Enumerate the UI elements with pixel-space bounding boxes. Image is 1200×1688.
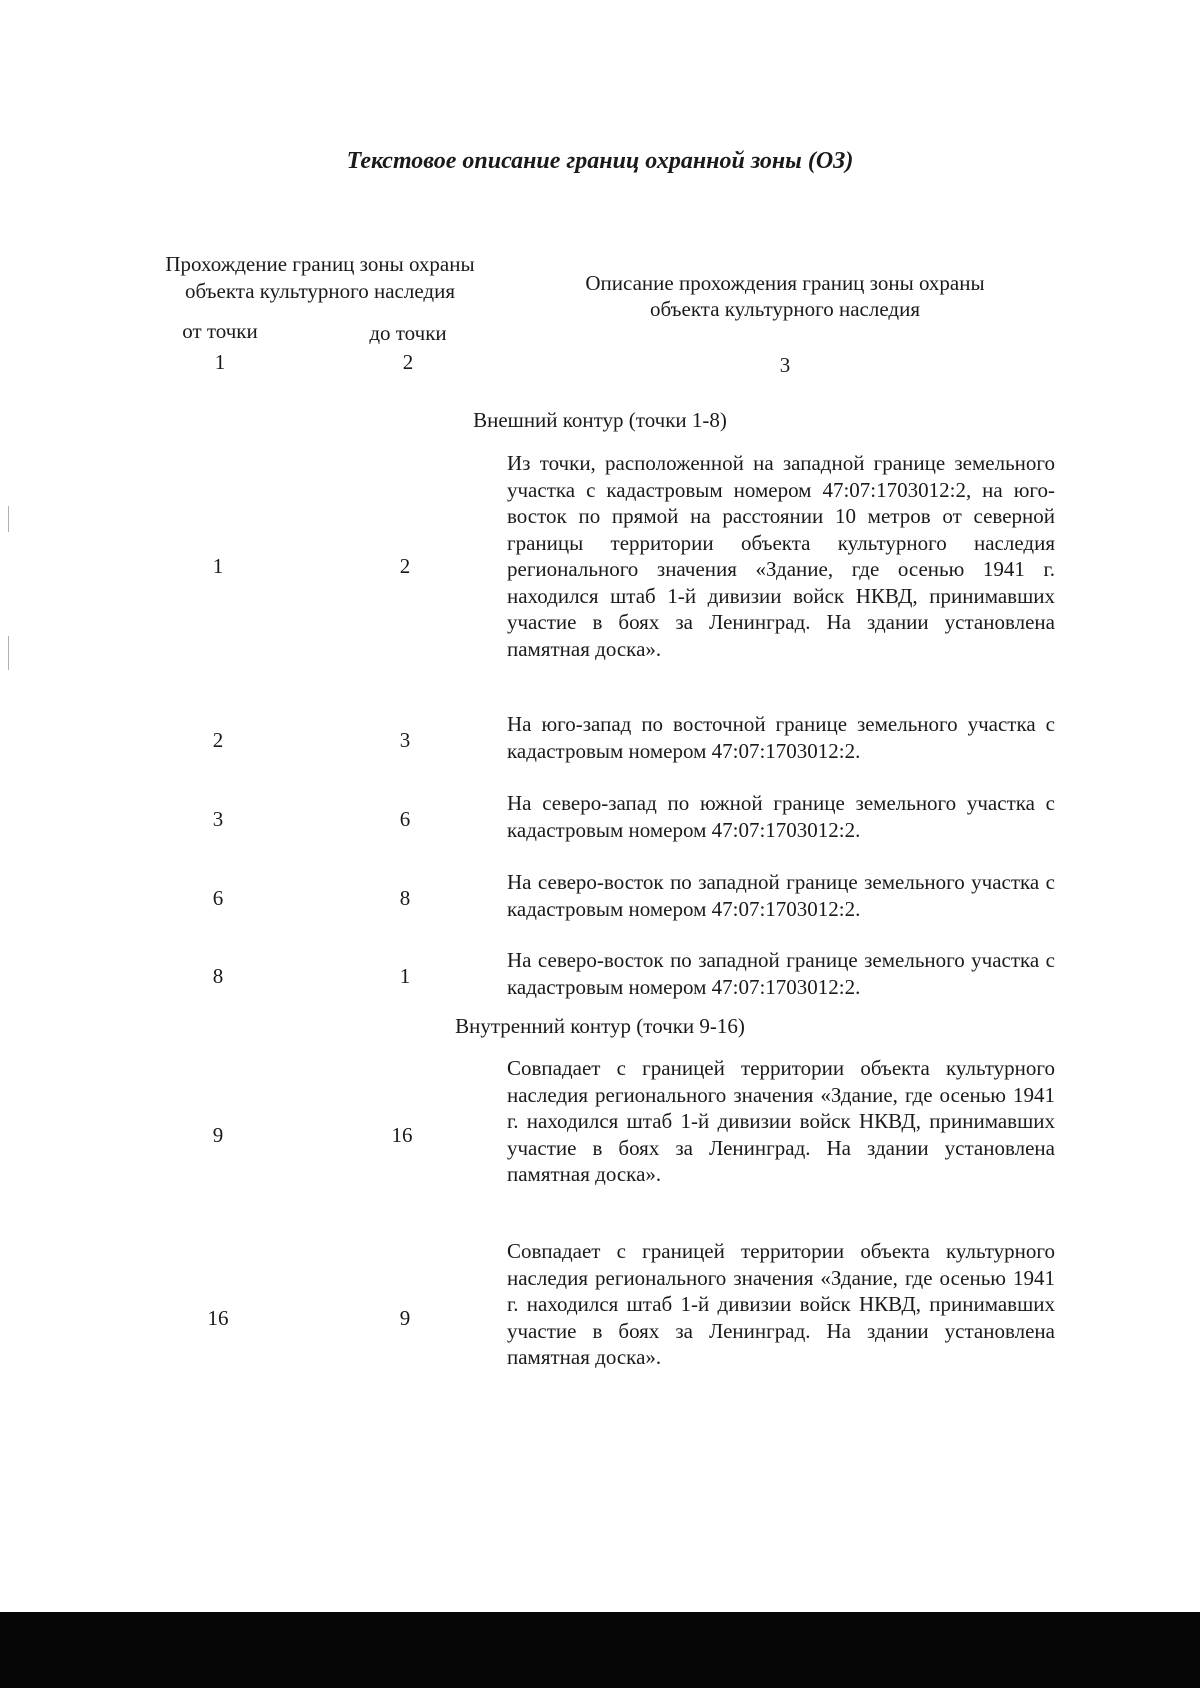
- page-title: Текстовое описание границ охранной зоны (ОЗ): [346, 148, 854, 174]
- row-to-point: 8: [399, 886, 411, 910]
- row-from-point: 2: [212, 728, 224, 752]
- scan-bottom-edge: [0, 1612, 1200, 1688]
- row-to-point: 6: [399, 807, 411, 831]
- row-to-point: 9: [399, 1306, 411, 1330]
- row-from-point: 3: [212, 807, 224, 831]
- header-description-line2: объекта культурного наследия: [650, 297, 920, 321]
- header-description-line1: Описание прохождения границ зоны охраны: [585, 271, 985, 295]
- row-from-point: 9: [212, 1123, 224, 1147]
- header-col3-number: 3: [779, 353, 791, 377]
- row-description: На северо-восток по западной границе земельного участка с кадастровым номером 47:07:1703012:2.: [507, 948, 1055, 999]
- row-description: На северо-восток по западной границе земельного участка с кадастровым номером 47:07:1703012:2.: [507, 870, 1055, 921]
- section-outer-contour: Внешний контур (точки 1-8): [473, 408, 727, 432]
- row-description: Из точки, расположенной на западной границе земельного участка с кадастровым номером 47:07:1703012:2, на юго-восток по прямой на расстоянии 10 метров от северной границы территории объекта культурного наследия регионального значения «Здание, где осенью 1941 г. находился штаб 1-й дивизии войск НКВД, принимавших участие в боях за Ленинград. На здании установлена памятная доска».: [507, 451, 1055, 661]
- scan-margin-mark: [8, 636, 9, 670]
- section-inner-contour: Внутренний контур (точки 9-16): [455, 1014, 745, 1038]
- header-col2-number: 2: [402, 350, 414, 374]
- row-from-point: 6: [212, 886, 224, 910]
- header-to-point: до точки: [369, 321, 447, 345]
- scan-margin-mark: [8, 506, 9, 532]
- row-to-point: 3: [399, 728, 411, 752]
- row-from-point: 1: [212, 554, 224, 578]
- header-passage-line2: объекта культурного наследия: [185, 279, 455, 303]
- header-col1-number: 1: [214, 350, 226, 374]
- row-from-point: 8: [212, 964, 224, 988]
- header-from-point: от точки: [182, 319, 258, 343]
- row-to-point: 2: [399, 554, 411, 578]
- row-description: Совпадает с границей территории объекта культурного наследия регионального значения «Здание, где осенью 1941 г. находился штаб 1-й дивизии войск НКВД, принимавших участие в боях за Ленинград. На здании установлена памятная доска».: [507, 1056, 1055, 1186]
- row-description: На северо-запад по южной границе земельного участка с кадастровым номером 47:07:1703012:2.: [507, 791, 1055, 842]
- row-to-point: 1: [399, 964, 411, 988]
- row-to-point: 16: [391, 1123, 413, 1147]
- header-passage-line1: Прохождение границ зоны охраны: [165, 252, 475, 276]
- row-from-point: 16: [207, 1306, 229, 1330]
- row-description: На юго-запад по восточной границе земельного участка с кадастровым номером 47:07:1703012:2.: [507, 712, 1055, 763]
- row-description: Совпадает с границей территории объекта культурного наследия регионального значения «Здание, где осенью 1941 г. находился штаб 1-й дивизии войск НКВД, принимавших участие в боях за Ленинград. На здании установлена памятная доска».: [507, 1239, 1055, 1369]
